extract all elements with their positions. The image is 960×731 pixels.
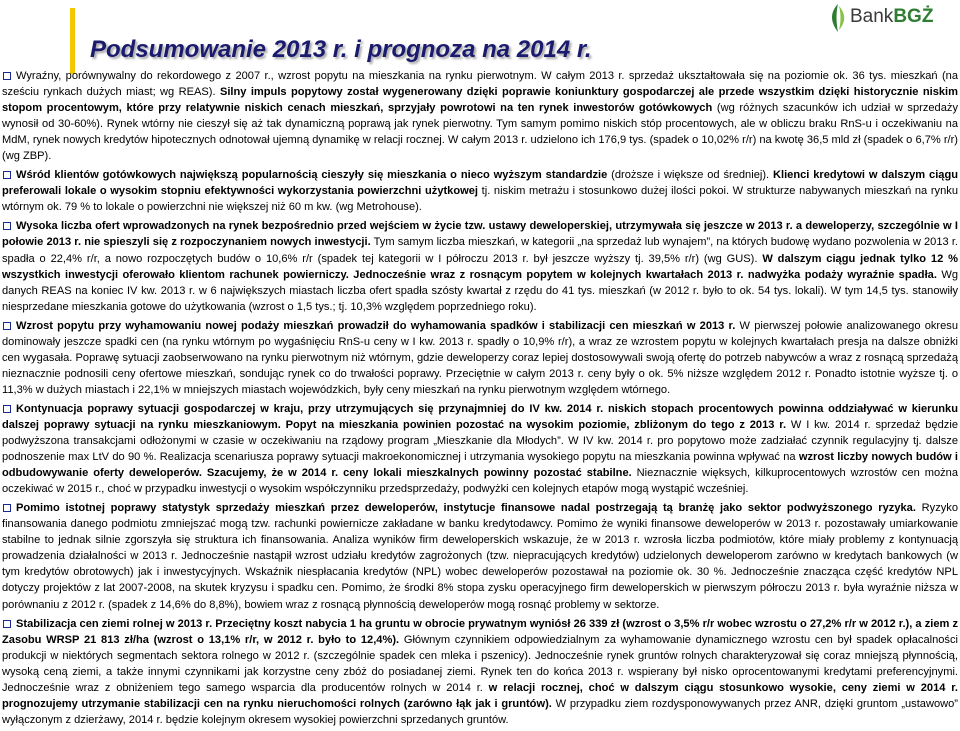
summary-paragraph xyxy=(2,401,958,497)
paragraph-text: Wyraźny, porównywalny do rekordowego z 2007 r., wzrost popytu na mieszkania na rynku pierwotnym. W całym 2013 r. sprzedaż ukształtowała się na poziomie ok. 36 tys. mieszkań (na sześciu rynkach dużych miast; wg REAS). xyxy=(2,70,958,99)
square-bullet-icon xyxy=(3,222,11,230)
summary-paragraph xyxy=(2,500,958,612)
bank-logo xyxy=(828,0,958,36)
paragraph-bold-text: Wysoka liczba ofert wprowadzonych na rynek bezpośrednio przed wejściem w życie tzw. ustawy deweloperskiej, utrzymywała się jeszcze w 2013 r. a deweloperzy, szczególnie w I połowie 2013 r. nie spieszyli się z rozpoczynaniem nowych inwestycji. xyxy=(2,220,958,249)
summary-content xyxy=(2,68,958,731)
logo-text-main: Bank xyxy=(850,6,894,27)
paragraph-bold-text: w relacji rocznej, choć w dalszym ciągu stosunkowo wysokie, ceny ziemi w 2014 r. prognozujemy utrzymanie stabilizacji cen na rynku nieruchomości rolnych (zarówno łąk jak i gruntów). xyxy=(2,681,958,710)
paragraph-bold-text: Silny impuls popytowy został wygenerowany dzięki poprawie koniunktury gospodarczej ale przede wszystkim dzięki historycznie niskim stopom procentowym, które przy relatywnie niskich cenach mieszkań, sprzyjały powrotowi na ten rynek inwestorów gotówkowych xyxy=(2,86,958,115)
summary-paragraph xyxy=(2,167,958,215)
square-bullet-icon xyxy=(3,72,11,80)
paragraph-bold-text: W dalszym ciągu jednak tylko 12 % wszystkich inwestycji oferowało klientom rachunek powierniczy. Jednocześnie wraz z rosnącym popytem w kolejnych kwartałach 2013 r. nadwyżka podaży wyraźnie spadła. xyxy=(2,252,958,281)
paragraph-bold-text: Kontynuacja poprawy sytuacji gospodarczej w kraju, przy utrzymujących się przynajmniej do IV kw. 2014 r. niskich stopach procentowych powinna oddziaływać w kierunku dalszej poprawy sytuacji na rynku mieszkaniowym. Popyt na mieszkania powinien pozostać na wysokim poziomie, zbliżonym do tego z 2013 r. xyxy=(2,402,958,431)
paragraph-bold-text: Klienci kredytowi w dalszym ciągu preferowali lokale o wysokim stopniu efektywności wykorzystania powierzchni użytkowej xyxy=(2,169,959,198)
paragraph-bold-text: Pomimo istotnej poprawy statystyk sprzedaży mieszkań przez deweloperów, instytucje finansowe nadal postrzegają tą branżę jako sektor podwyższonego ryzyka. xyxy=(16,502,916,515)
paragraph-text: Ryzyko finansowania danego podmiotu zmniejszać mogą tzw. rachunki powiernicze zakładane w banku kredytodawcy. Pomimo że wyniki finansowe deweloperów w 2013 r. pozostawały umiarkowanie stabilne to jednak silnie zgorszyła się struktura ich finansowania. Analiza wyników firm deweloperskich wskazuje, że w 2013 r. wzrosła liczba podmiotów, które miały problemy z kontynuacją prowadzenia działalności w 2013 r. Jednocześnie nastąpił wzrost udziału kredytów zagrożonych (tzw. niepracujących kredytów) udzielonych deweloperom zarówno w kredytach bankowych (w tym kredytów obrotowych) jak i inwestycyjnych. Wskaźnik niespłacania kredytów (NPL) wobec deweloperów pozostawał na poziomie ok. 30 %. Jednocześnie znacząca część kredytów NPL dotyczy projektów z lat 2007-2008, na skutek kryzysu i spadku cen. Pomimo, że środki 8% stopa zysku operacyjnego firm deweloperskich w pierwszym półroczu 2013 r. była wyraźnie niższa w porównaniu z 2012 r. (spadek z 14,6% do 8,8%), bowiem wraz z rosnącą płynnością deweloperów mogą rosnąć problemy w sektorze. xyxy=(2,502,958,611)
square-bullet-icon xyxy=(3,322,11,330)
paragraph-text: Wg danych REAS na koniec IV kw. 2013 r. w 6 największych miastach liczba ofert spadła szósty kwartał z rzędu do 41 tys. mieszkań (w 2012 r. było to ok. 54 tys. lokali). W tym 14,5 tys. stanowiły niesprzedane mieszkania gotowe do użytkowania (wzrost o 1,5 tys.; tj. 10,3% względem poprzedniego roku). xyxy=(2,268,958,313)
paragraph-text: Nieznacznie więksych, kilkuprocentowych wzrostów cen można oczekiwać w 2015 r., choć w przypadku inwestycji o wysokim współczynniku przedsprzedaży, podwyżki cen kolejnych etapów mogą wystąpić wcześniej. xyxy=(2,467,959,496)
paragraph-bold-text: Wzrost popytu przy wyhamowaniu nowej podaży mieszkań prowadził do wyhamowania spadków i stabilizacji cen mieszkań w 2013 r. xyxy=(16,319,736,332)
paragraph-text: W przypadku ziem rozdysponowywanych przez ANR, dzięki gruntom „ustawowo” wyłączonym z dzierżawy, 2014 r. będzie kolejnym okresem wysokiej powierzchni sprzedanych gruntów. xyxy=(2,697,958,726)
logo-text xyxy=(850,6,933,28)
paragraph-bold-text: wzrost liczby nowych budów i odbudowywanie oferty deweloperów. Szacujemy, że w 2014 r. ceny lokali mieszkalnych powinny pozostać stabilne. xyxy=(2,451,958,480)
paragraph-text: W pierwszej połowie analizowanego okresu dominowały jeszcze spadki cen (na rynku wtórnym po wygaśnięciu RnS-u ceny w I kw. 2013 r. spadły o 10,9% r/r), a wraz ze wzrostem popytu w kolejnych kwartałach presja na dalsze obniżki cen wygasała. Poprawę sytuacji zaobserwowano na rynku pierwotnym niż wtórnym, gdzie deweloperzy coraz lepiej dostosowywali swoją ofertę do potrzeb nabywców a wraz z rosnącą sprzedażą nieznacznie podnosili ceny ofertowe mieszkań, sondując rynek co do trwałości poprawy. Przeciętnie w całym 2013 r. ceny były o ok. 5% niższe względem 2012 r. Ponadto istotnie wyższe tj. o 11,3% w dużych miastach i 22,1% w mniejszych miastach wojewódzkich, były ceny mieszkań na rynku pierwotnym względem wtórnego. xyxy=(2,319,958,396)
page-title: Podsumowanie 2013 r. i prognoza na 2014 r. xyxy=(90,36,592,63)
paragraph-text: Głównym czynnikiem odpowiedzialnym za wyhamowanie dynamicznego wzrostu cen był spadek opłacalności produkcji w niektórych segmentach sektora rolnego w 2012 r. (szczególnie spadek cen mleka i pszenicy). Jednocześnie rynek gruntów rolnych charakteryzował się coraz mniejszą płynnością, wysoką ceną ziemi, a także innymi czynnikami jak korzystne ceny zbóż do posiadanej ziemi. Rynek ten do końca 2013 r. wspierany był nisko oprocentowanymi kredytami preferencyjnymi. Jednocześnie wraz z obniżeniem tego samego wsparcia dla producentów rolnych w 2014 r. xyxy=(2,633,958,694)
square-bullet-icon xyxy=(3,504,11,512)
square-bullet-icon xyxy=(3,171,11,179)
paragraph-text: (droższe i większe od średniej). xyxy=(607,169,773,182)
paragraph-text: Tym samym liczba mieszkań, w kategorii „na sprzedaż lub wynajem”, na których budowę wydano pozwolenia w 2013 r. spadła o 22,4% r/r, a nowo rozpoczętych budów o 10,6% r/r (spadek tej kategorii w I półroczu 2013 r. był jeszcze wyższy tj. 39,5% r/r) (wg GUS). xyxy=(2,236,958,265)
square-bullet-icon xyxy=(3,405,11,413)
paragraph-text: tj. niskim metrażu i stosunkowo dużej ilości pokoi. W strukturze nabywanych mieszkań na rynku wtórnym ok. 79 % to lokale o powierzchni nie większej niż 60 m kw. (wg Metrohouse). xyxy=(2,185,958,214)
paragraph-bold-text: Stabilizacja cen ziemi rolnej w 2013 r. Przeciętny koszt nabycia 1 ha gruntu w obrocie prywatnym wyniósł 26 339 zł (wzrost o 3,5% r/r wobec wzrostu o 27,2% r/r w 2012 r.), a ziem z Zasobu WRSP 21 813 zł/ha (wzrost o 13,1% r/r, w 2012 r. było to 12,4%). xyxy=(2,617,958,646)
title-accent-bar xyxy=(70,8,75,74)
summary-paragraph xyxy=(2,218,958,314)
bank-leaf-logo-icon xyxy=(828,2,848,34)
paragraph-bold-text: Wśród klientów gotówkowych największą popularnością cieszyły się mieszkania o nieco wyższym standardzie xyxy=(16,169,608,182)
paragraph-text: W I kw. 2014 r. sprzedaż będzie podwyższona transakcjami odłożonymi w czasie w oczekiwaniu na rządowy program „Mieszkanie dla Młodych”. W IV kw. 2014 r. pro popytowo może zadziałać czynnik regulacyjny tj. dalsze podnoszenie max LtV do 90 %. Realizacja scenariusza poprawy sytuacji makroekonomicznej i utrzymania wysokiego popytu na mieszkania powinna wpływać na xyxy=(2,418,958,464)
summary-paragraph xyxy=(2,68,958,164)
summary-paragraph xyxy=(2,616,958,728)
logo-text-accent: BGŻ xyxy=(893,6,934,27)
summary-paragraph xyxy=(2,318,958,398)
paragraph-text: (wg różnych szacunków ich udział w sprzedaży wynosił od 30-60%). Rynek wtórny nie cieszył się aż tak dynamiczną poprawą jak rynek pierwotny. Tym samym pomimo niskich stóp procentowych, ale w obliczu braku RnS-u i oczekiwaniu na MdM, rynek nowych kredytów hipotecznych odnotował ujemną dynamikę w relacji rocznej. W całym 2013 r. udzielono ich 176,9 tys. (spadek o 10,02% r/r) na kwotę 36,5 mld zł (spadek o 6,7% r/r) (wg ZBP). xyxy=(2,102,958,163)
square-bullet-icon xyxy=(3,620,11,628)
